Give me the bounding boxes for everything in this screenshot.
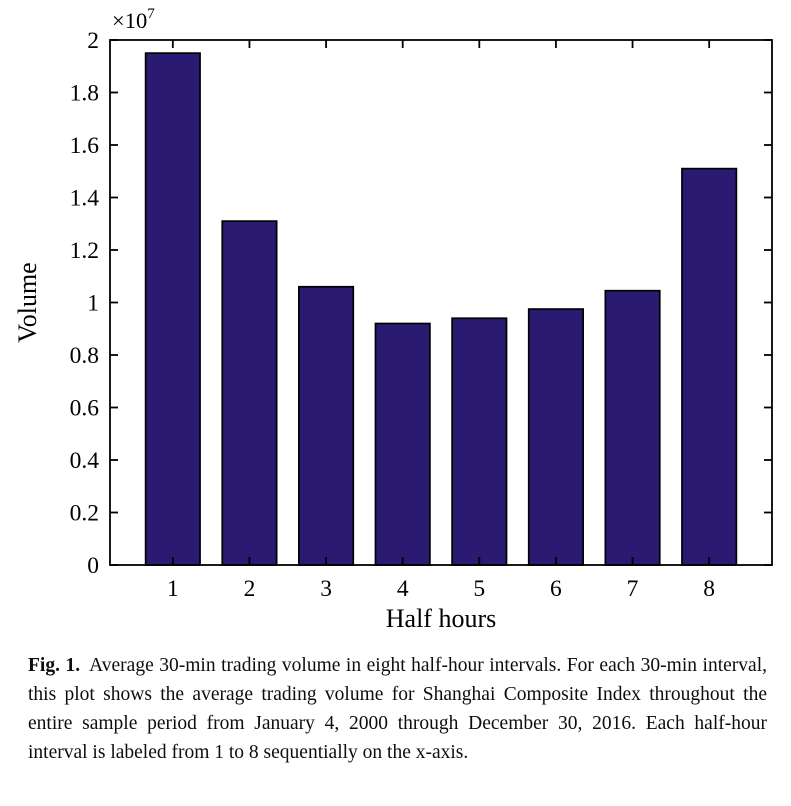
bar-2 (222, 221, 276, 565)
bar-5 (452, 318, 506, 565)
y-tick-label: 2 (87, 28, 99, 54)
y-axis-title: Volume (13, 262, 42, 343)
y-tick-label: 0 (87, 553, 99, 579)
y-tick-label: 0.6 (69, 395, 99, 422)
figure-caption (28, 651, 767, 767)
y-tick-label: 1.4 (69, 185, 99, 212)
figure-caption-label: Fig. 1. (28, 655, 81, 676)
y-axis-exponent-label: $\times 10^7$ (112, 6, 155, 33)
x-axis-title: Half hours (385, 604, 497, 633)
y-tick-label: 1.6 (69, 133, 99, 159)
y-tick-label: 0.2 (69, 500, 99, 527)
x-tick-label: 8 (703, 576, 716, 602)
x-tick-label: 3 (320, 576, 332, 602)
y-tick-label: 0.8 (69, 343, 99, 369)
x-tick-label: 5 (473, 576, 486, 602)
x-tick-label: 6 (550, 576, 562, 602)
y-tick-label: 1.8 (69, 80, 99, 107)
plot-box (110, 40, 772, 565)
x-tick-label: 4 (396, 576, 409, 602)
y-tick-label: 1.2 (69, 238, 99, 264)
x-tick-label: 7 (626, 576, 639, 602)
bar-1 (146, 53, 200, 565)
bar-8 (682, 169, 736, 565)
bar-6 (529, 309, 583, 565)
bar-7 (605, 291, 659, 565)
y-tick-label: 1 (87, 290, 99, 317)
y-tick-label: 0.4 (69, 448, 99, 474)
x-tick-label: 2 (243, 576, 256, 602)
bar-3 (299, 287, 353, 565)
x-tick-label: 1 (166, 576, 179, 602)
figure-caption-text: Average 30-min trading volume in eight half-hour intervals. For each 30-min interval, this plot shows the average trading volume for Shanghai Composite Index throughout the entire sample period from January 4, 2000 through December 30, 2016. Each half-hour interval is labeled from 1 to 8 sequentially on the x-axis. (28, 655, 767, 763)
bar-4 (375, 324, 429, 566)
